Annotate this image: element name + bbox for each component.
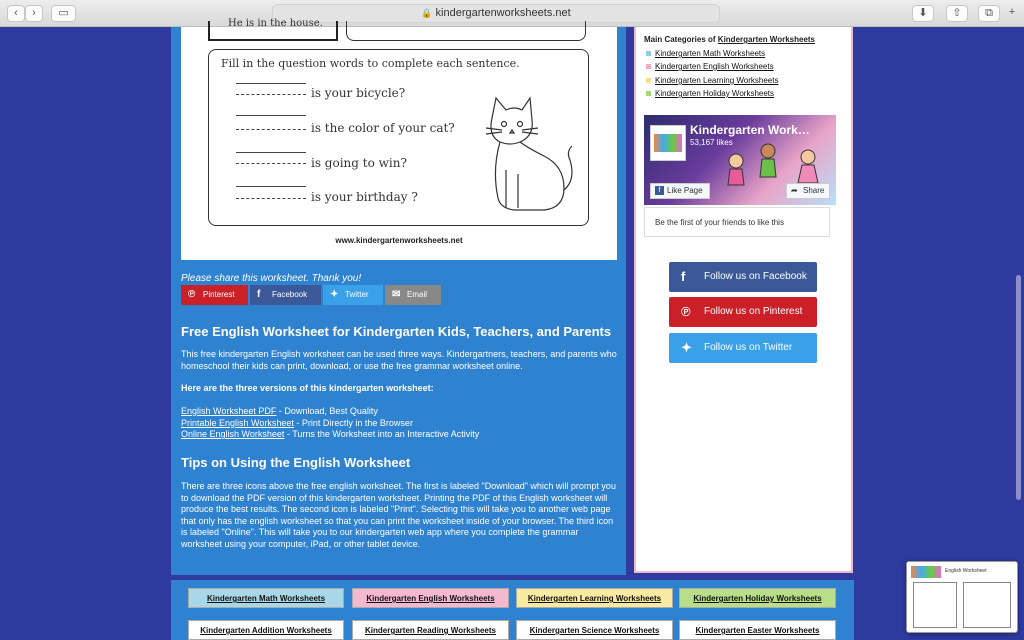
nav-science-worksheets[interactable]: Kindergarten Science Worksheets (516, 620, 673, 640)
partial-sentence: He is in the house. (228, 18, 323, 29)
fb-page-name[interactable]: Kindergarten Work… (690, 123, 810, 137)
worksheet-instruction: Fill in the question words to complete each sentence. (221, 57, 520, 70)
lock-icon: 🔒 (421, 8, 433, 18)
article-intro: This free kindergarten English worksheet can be used three ways. Kindergartners, teachers, and parents who homeschool their kids can print, download, or use the free grammar worksheet online. (181, 349, 617, 371)
thumbnail-right-box (963, 582, 1011, 628)
sentence-4: is your birthday ? (311, 190, 418, 204)
main-content (171, 18, 626, 575)
category-learning-link[interactable]: Kindergarten Learning Worksheets (646, 76, 778, 85)
thumbnail-logo (911, 566, 941, 578)
cat-icon (484, 90, 579, 218)
back-button[interactable]: ‹ (7, 5, 25, 22)
nav-holiday-worksheets[interactable]: Kindergarten Holiday Worksheets (679, 588, 836, 608)
share-email-button[interactable]: ✉ Email (385, 285, 441, 305)
printable-worksheet-link[interactable]: Printable English Worksheet (181, 417, 294, 428)
facebook-icon: f (655, 186, 664, 195)
twitter-icon: ✦ (330, 289, 339, 300)
bottom-navigation (171, 580, 854, 640)
version-item-printable: Printable English Worksheet - Print Directly in the Browser (181, 417, 413, 428)
nav-reading-worksheets[interactable]: Kindergarten Reading Worksheets (352, 620, 509, 640)
fb-like-page-button[interactable]: f Like Page (650, 183, 710, 199)
category-holiday-link[interactable]: Kindergarten Holiday Worksheets (646, 89, 774, 98)
share-icon[interactable]: ⇧ (946, 5, 968, 22)
new-tab-icon[interactable]: + (1008, 6, 1016, 18)
worksheet-image (181, 18, 617, 260)
worksheet-footer: www.kindergartenworksheets.net (335, 236, 463, 245)
facebook-page-widget[interactable] (644, 115, 836, 205)
follow-pinterest-button[interactable]: ℗ Follow us on Pinterest (669, 297, 817, 327)
nav-math-worksheets[interactable]: Kindergarten Math Worksheets (188, 588, 344, 608)
category-square-icon (646, 51, 651, 56)
kindergarten-worksheets-link[interactable]: Kindergarten Worksheets (717, 35, 816, 44)
nav-easter-worksheets[interactable]: Kindergarten Easter Worksheets (679, 620, 836, 640)
category-english-link[interactable]: Kindergarten English Worksheets (646, 62, 774, 71)
follow-facebook-button[interactable]: f Follow us on Facebook (669, 262, 817, 292)
fb-friends-text: Be the first of your friends to like this (644, 207, 830, 237)
download-icon[interactable]: ⬇ (912, 5, 934, 22)
versions-list (181, 406, 617, 441)
fb-share-button[interactable]: ➦ Share (786, 183, 830, 199)
category-square-icon (646, 64, 651, 69)
versions-heading: Here are the three versions of this kindergarten worksheet: (181, 383, 434, 393)
nav-addition-worksheets[interactable]: Kindergarten Addition Worksheets (188, 620, 344, 640)
categories-title: Main Categories of Kindergarten Worksheets (644, 35, 816, 44)
forward-button[interactable]: › (25, 5, 43, 22)
pinterest-icon: ℗ (188, 289, 196, 300)
scrollbar-thumb[interactable] (1016, 275, 1021, 500)
email-icon: ✉ (392, 289, 401, 300)
pinterest-icon: ℗ (681, 304, 691, 319)
sidebar-toggle-icon[interactable]: ▭ (51, 5, 76, 22)
facebook-icon: f (257, 289, 261, 300)
category-square-icon (646, 78, 651, 83)
article-heading: Free English Worksheet for Kindergarten Kids, Teachers, and Parents (181, 324, 612, 339)
page-logo (650, 125, 686, 161)
sidebar (634, 27, 853, 573)
share-facebook-button[interactable]: f Facebook (250, 285, 321, 305)
sentence-3: is going to win? (311, 156, 407, 170)
thumbnail-left-box (913, 582, 957, 628)
worksheet-top-box (208, 18, 338, 41)
tabs-icon[interactable]: ⧉ (978, 5, 1000, 22)
english-worksheet-pdf-link[interactable]: English Worksheet PDF (181, 406, 277, 416)
facebook-icon: f (681, 269, 686, 284)
share-thanks: Please share this worksheet. Thank you! (181, 273, 362, 284)
online-worksheet-link[interactable]: Online English Worksheet (181, 429, 285, 440)
sentence-2: is the color of your cat? (311, 121, 455, 135)
share-twitter-button[interactable]: ✦ Twitter (323, 285, 383, 305)
tips-heading: Tips on Using the English Worksheet (181, 455, 411, 470)
category-math-link[interactable]: Kindergarten Math Worksheets (646, 49, 765, 58)
worksheet-thumbnail[interactable] (906, 561, 1018, 633)
worksheet-exercise-box (208, 49, 589, 226)
twitter-icon: ✦ (681, 340, 692, 355)
thumbnail-title: English Worksheet (945, 568, 987, 574)
version-item-online: Online English Worksheet - Turns the Worksheet into an Interactive Activity (181, 429, 480, 440)
sentence-1: is your bicycle? (311, 86, 406, 100)
logo-color-bar (654, 134, 682, 152)
worksheet-top-image-box (346, 21, 586, 41)
follow-twitter-button[interactable]: ✦ Follow us on Twitter (669, 333, 817, 363)
category-square-icon (646, 91, 651, 96)
tips-paragraph: There are three icons above the free english worksheet. The first is labeled "Download" which will prompt you to download the PDF version of this kindergarten worksheet. Printing the PDF of this English worksheet will produce the best results. The second icon is labeled "Print". Selecting this will take you to another web page that only has the english worksheet so that you can print the worksheet inside of your browser. The third icon is labeled "Online". This will take you to our kindergarten web app where you complete the grammar worksheet using your computer, iPad, or other tablet device. (181, 481, 616, 549)
fb-likes: 53,167 likes (690, 138, 733, 147)
version-item-pdf: English Worksheet PDF - Download, Best Quality (181, 406, 378, 416)
share-arrow-icon: ➦ (791, 186, 798, 195)
nav-learning-worksheets[interactable]: Kindergarten Learning Worksheets (516, 588, 673, 608)
share-pinterest-button[interactable]: ℗ Pinterest (181, 285, 248, 305)
url-text: kindergartenworksheets.net (435, 7, 571, 19)
nav-english-worksheets[interactable]: Kindergarten English Worksheets (352, 588, 509, 608)
